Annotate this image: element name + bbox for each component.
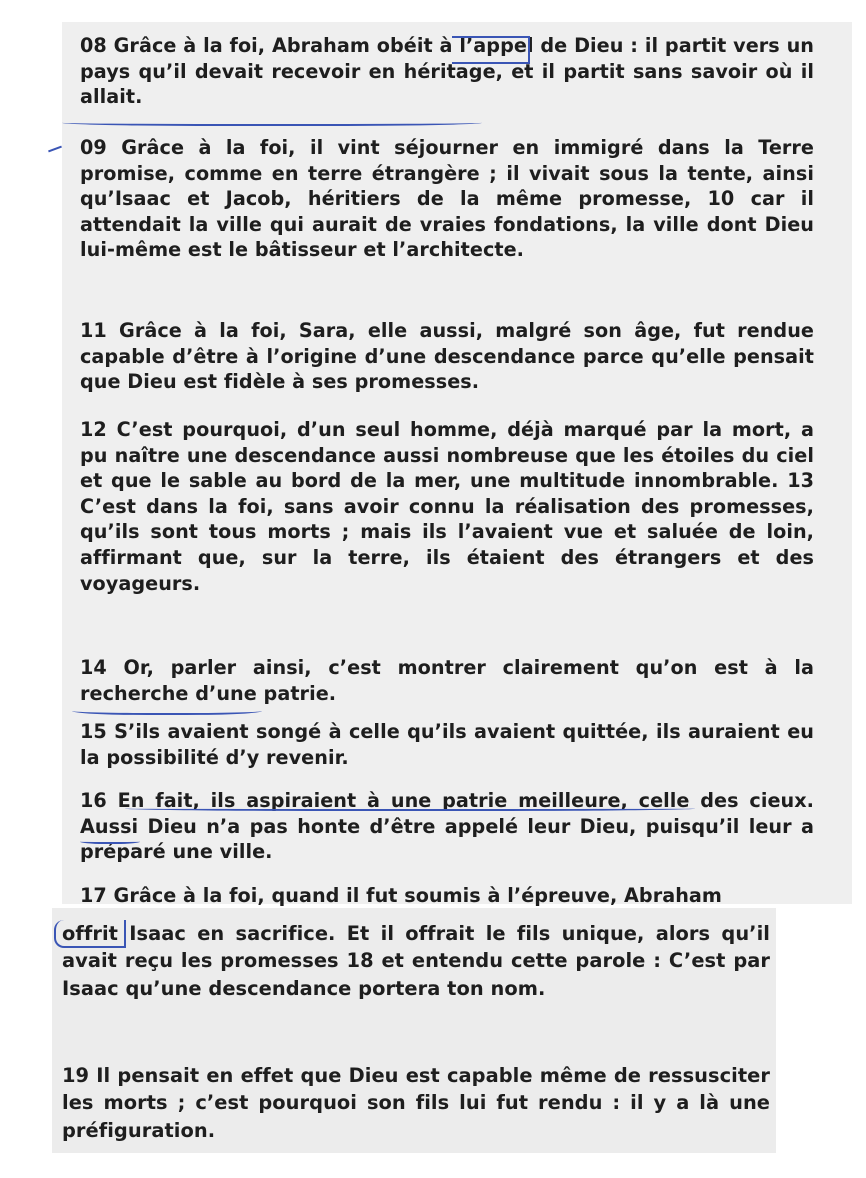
ink-margin-mark-09 xyxy=(48,146,62,153)
ink-underline-cieux xyxy=(80,838,140,844)
verse-14: 14 Or, parler ainsi, c’est montrer clairement qu’on est à la recherche d’une patrie. xyxy=(80,656,814,705)
ink-underline-verse-14 xyxy=(72,705,262,715)
verse-11: 11 Grâce à la foi, Sara, elle aussi, malgré son âge, fut rendue capable d’être à l’origine d’une descendance parce qu’elle pensait que Dieu est fidèle à ses promesses. xyxy=(80,319,814,394)
ink-underline-verse-16 xyxy=(125,805,695,811)
ink-box-obeit xyxy=(452,36,530,64)
verse-12-13: 12 C’est pourquoi, d’un seul homme, déjà marqué par la mort, a pu naître une descendance aussi nombreuse que les étoiles du ciel et que le sable au bord de la mer, une multitude innombrable. 13 C’est dans la foi, sans avoir connu la réalisation des promesses, qu’ils sont tous morts ; mais ils l’avaient vue et saluée de loin, affirmant que, sur la terre, ils étaient des étrangers et des voyageurs. xyxy=(80,418,814,595)
verse-19: 19 Il pensait en effet que Dieu est capable même de ressusciter les morts ; c’est pourquoi son fils lui fut rendu : il y a là une préfiguration. xyxy=(62,1064,770,1142)
verse-15: 15 S’ils avaient songé à celle qu’ils avaient quittée, ils auraient eu la possibilité d’y revenir. xyxy=(80,720,814,769)
ink-underline-verse-08 xyxy=(62,118,482,126)
verse-17-18-continued: offrit Isaac en sacrifice. Et il offrait le fils unique, alors qu’il avait reçu les promesses 18 et entendu cette parole : C’est par Isaac qu’une descendance portera ton nom. xyxy=(62,922,770,1000)
verse-08: 08 Grâce à la foi, Abraham obéit à l’appel de Dieu : il partit vers un pays qu’il devait recevoir en héritage, et il partit sans savoir où il allait. xyxy=(80,34,814,109)
ink-box-offrit xyxy=(54,920,126,948)
verse-16: 16 En fait, ils aspiraient à une patrie meilleure, celle des cieux. Aussi Dieu n’a pas honte d’être appelé leur Dieu, puisqu’il leur a préparé une ville. xyxy=(80,789,814,864)
verse-09-10: 09 Grâce à la foi, il vint séjourner en immigré dans la Terre promise, comme en terre étrangère ; il vivait sous la tente, ainsi qu’Isaac et Jacob, héritiers de la même promesse, 10 car il attendait la ville qui aurait de vraies fondations, la ville dont Dieu lui-même est le bâtisseur et l’architecte. xyxy=(80,136,814,262)
verse-17-start: 17 Grâce à la foi, quand il fut soumis à l’épreuve, Abraham xyxy=(80,884,722,907)
